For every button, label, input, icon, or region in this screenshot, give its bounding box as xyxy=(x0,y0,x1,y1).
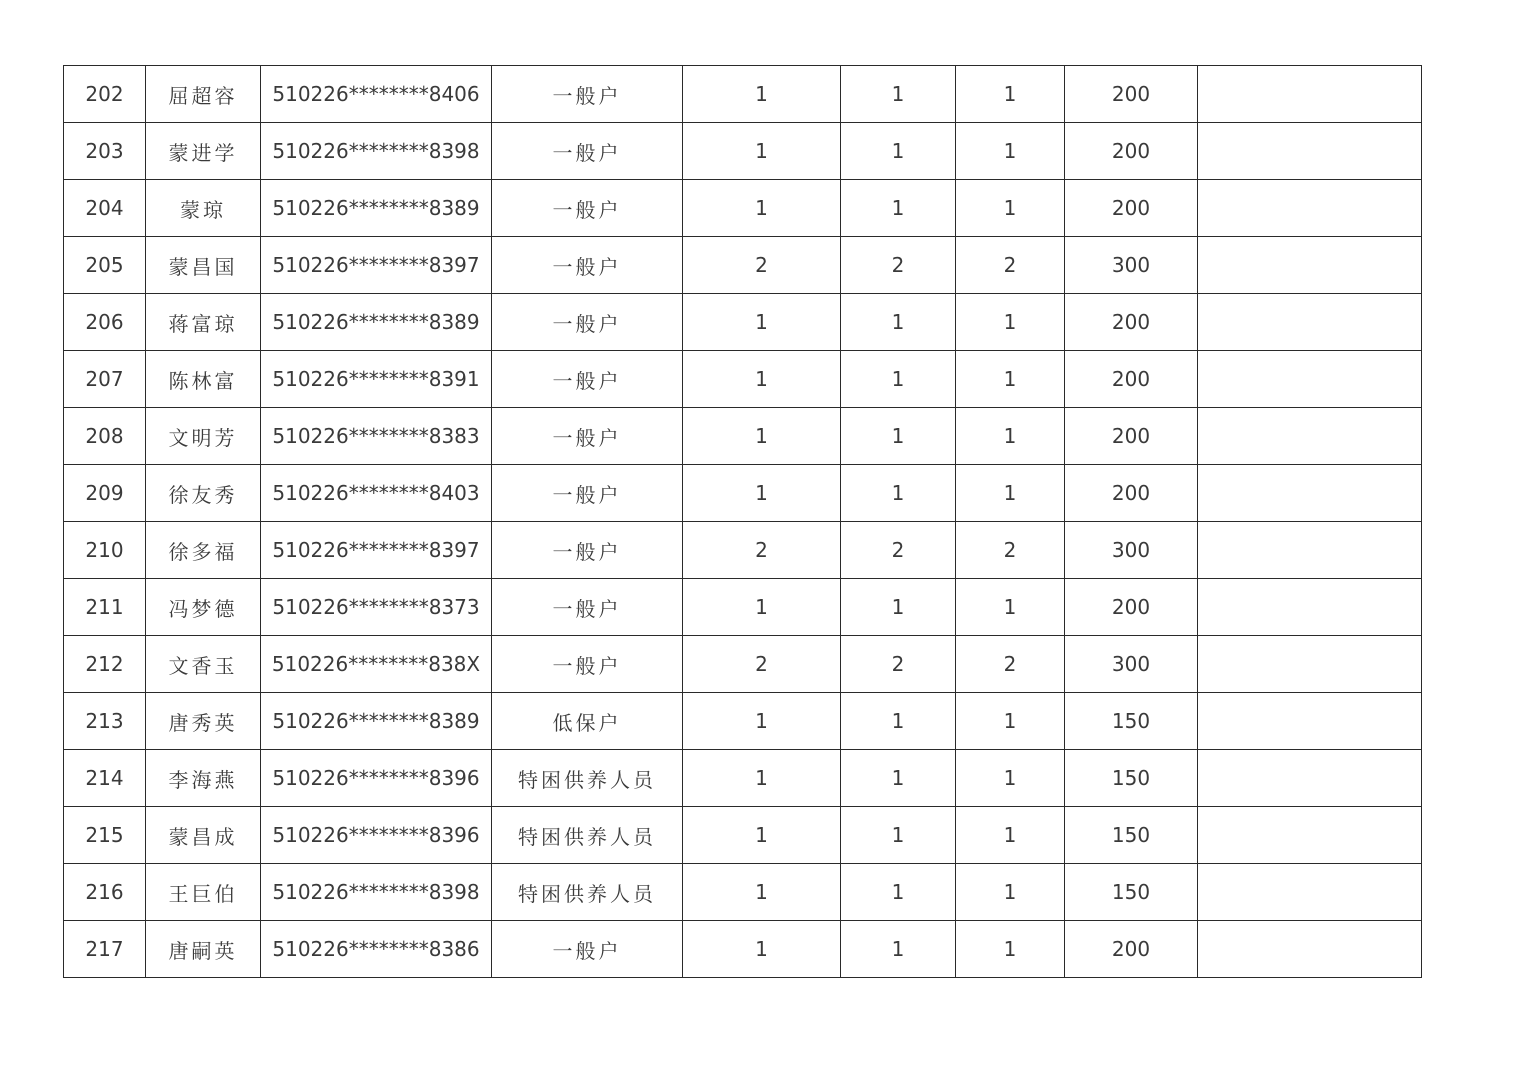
row-number-cell: 206 xyxy=(64,294,146,351)
table-row xyxy=(64,864,1422,921)
remark-cell xyxy=(1198,180,1422,237)
household-category-cell: 特困供养人员 xyxy=(492,807,683,864)
count-cell-1: 1 xyxy=(683,693,841,750)
remark-cell xyxy=(1198,66,1422,123)
count-cell-3: 1 xyxy=(956,66,1065,123)
id-number-cell: 510226********8396 xyxy=(261,750,492,807)
household-category-cell: 特困供养人员 xyxy=(492,750,683,807)
row-number-cell: 204 xyxy=(64,180,146,237)
row-number-cell: 214 xyxy=(64,750,146,807)
count-cell-1: 2 xyxy=(683,636,841,693)
id-number-cell: 510226********838X xyxy=(261,636,492,693)
id-number-cell: 510226********8403 xyxy=(261,465,492,522)
amount-cell: 200 xyxy=(1065,465,1198,522)
id-number-cell: 510226********8389 xyxy=(261,180,492,237)
household-category-cell: 一般户 xyxy=(492,66,683,123)
count-cell-1: 1 xyxy=(683,66,841,123)
row-number-cell: 217 xyxy=(64,921,146,978)
household-category-cell: 一般户 xyxy=(492,465,683,522)
table-row xyxy=(64,522,1422,579)
id-number-cell: 510226********8406 xyxy=(261,66,492,123)
household-category-cell: 一般户 xyxy=(492,921,683,978)
roster-table-body xyxy=(64,66,1422,978)
household-category-cell: 低保户 xyxy=(492,693,683,750)
amount-cell: 200 xyxy=(1065,351,1198,408)
table-row xyxy=(64,123,1422,180)
count-cell-1: 1 xyxy=(683,864,841,921)
table-row xyxy=(64,66,1422,123)
name-cell: 文香玉 xyxy=(146,636,261,693)
household-category-cell: 一般户 xyxy=(492,408,683,465)
count-cell-2: 1 xyxy=(841,66,956,123)
table-row xyxy=(64,579,1422,636)
name-cell: 蒙昌成 xyxy=(146,807,261,864)
id-number-cell: 510226********8398 xyxy=(261,864,492,921)
name-cell: 文明芳 xyxy=(146,408,261,465)
remark-cell xyxy=(1198,636,1422,693)
table-row xyxy=(64,750,1422,807)
name-cell: 蒙昌国 xyxy=(146,237,261,294)
remark-cell xyxy=(1198,750,1422,807)
name-cell: 徐多福 xyxy=(146,522,261,579)
household-category-cell: 一般户 xyxy=(492,180,683,237)
table-row xyxy=(64,921,1422,978)
table-row xyxy=(64,465,1422,522)
household-category-cell: 一般户 xyxy=(492,351,683,408)
name-cell: 蒙进学 xyxy=(146,123,261,180)
row-number-cell: 207 xyxy=(64,351,146,408)
row-number-cell: 202 xyxy=(64,66,146,123)
count-cell-1: 1 xyxy=(683,750,841,807)
id-number-cell: 510226********8391 xyxy=(261,351,492,408)
household-category-cell: 一般户 xyxy=(492,237,683,294)
amount-cell: 300 xyxy=(1065,636,1198,693)
remark-cell xyxy=(1198,408,1422,465)
count-cell-2: 1 xyxy=(841,465,956,522)
count-cell-3: 2 xyxy=(956,636,1065,693)
household-category-cell: 特困供养人员 xyxy=(492,864,683,921)
count-cell-2: 1 xyxy=(841,351,956,408)
count-cell-1: 1 xyxy=(683,351,841,408)
amount-cell: 200 xyxy=(1065,180,1198,237)
count-cell-3: 2 xyxy=(956,522,1065,579)
remark-cell xyxy=(1198,807,1422,864)
count-cell-2: 2 xyxy=(841,522,956,579)
count-cell-2: 1 xyxy=(841,807,956,864)
count-cell-2: 1 xyxy=(841,693,956,750)
count-cell-2: 1 xyxy=(841,921,956,978)
count-cell-1: 2 xyxy=(683,522,841,579)
count-cell-1: 1 xyxy=(683,123,841,180)
amount-cell: 150 xyxy=(1065,750,1198,807)
row-number-cell: 209 xyxy=(64,465,146,522)
id-number-cell: 510226********8397 xyxy=(261,522,492,579)
count-cell-2: 2 xyxy=(841,636,956,693)
table-row xyxy=(64,237,1422,294)
table-row xyxy=(64,807,1422,864)
amount-cell: 300 xyxy=(1065,522,1198,579)
count-cell-2: 1 xyxy=(841,294,956,351)
row-number-cell: 203 xyxy=(64,123,146,180)
table-row xyxy=(64,180,1422,237)
id-number-cell: 510226********8383 xyxy=(261,408,492,465)
amount-cell: 300 xyxy=(1065,237,1198,294)
name-cell: 蒋富琼 xyxy=(146,294,261,351)
table-row xyxy=(64,351,1422,408)
id-number-cell: 510226********8389 xyxy=(261,693,492,750)
count-cell-2: 1 xyxy=(841,123,956,180)
remark-cell xyxy=(1198,351,1422,408)
row-number-cell: 216 xyxy=(64,864,146,921)
count-cell-3: 1 xyxy=(956,123,1065,180)
count-cell-3: 1 xyxy=(956,579,1065,636)
name-cell: 李海燕 xyxy=(146,750,261,807)
count-cell-2: 1 xyxy=(841,408,956,465)
table-row xyxy=(64,294,1422,351)
amount-cell: 200 xyxy=(1065,123,1198,180)
count-cell-1: 1 xyxy=(683,294,841,351)
row-number-cell: 212 xyxy=(64,636,146,693)
id-number-cell: 510226********8397 xyxy=(261,237,492,294)
count-cell-1: 1 xyxy=(683,579,841,636)
count-cell-1: 1 xyxy=(683,408,841,465)
count-cell-2: 1 xyxy=(841,180,956,237)
count-cell-3: 2 xyxy=(956,237,1065,294)
remark-cell xyxy=(1198,465,1422,522)
household-category-cell: 一般户 xyxy=(492,636,683,693)
count-cell-3: 1 xyxy=(956,807,1065,864)
name-cell: 唐秀英 xyxy=(146,693,261,750)
count-cell-3: 1 xyxy=(956,351,1065,408)
table-row xyxy=(64,408,1422,465)
id-number-cell: 510226********8389 xyxy=(261,294,492,351)
count-cell-1: 2 xyxy=(683,237,841,294)
remark-cell xyxy=(1198,921,1422,978)
roster-table xyxy=(63,65,1422,978)
amount-cell: 150 xyxy=(1065,807,1198,864)
table-row xyxy=(64,636,1422,693)
count-cell-1: 1 xyxy=(683,807,841,864)
count-cell-2: 1 xyxy=(841,579,956,636)
household-category-cell: 一般户 xyxy=(492,522,683,579)
amount-cell: 200 xyxy=(1065,294,1198,351)
count-cell-3: 1 xyxy=(956,408,1065,465)
count-cell-3: 1 xyxy=(956,465,1065,522)
remark-cell xyxy=(1198,579,1422,636)
amount-cell: 150 xyxy=(1065,693,1198,750)
name-cell: 陈林富 xyxy=(146,351,261,408)
household-category-cell: 一般户 xyxy=(492,123,683,180)
count-cell-1: 1 xyxy=(683,465,841,522)
count-cell-2: 2 xyxy=(841,237,956,294)
amount-cell: 200 xyxy=(1065,579,1198,636)
count-cell-3: 1 xyxy=(956,693,1065,750)
count-cell-1: 1 xyxy=(683,180,841,237)
row-number-cell: 210 xyxy=(64,522,146,579)
amount-cell: 200 xyxy=(1065,66,1198,123)
amount-cell: 200 xyxy=(1065,921,1198,978)
remark-cell xyxy=(1198,864,1422,921)
count-cell-2: 1 xyxy=(841,750,956,807)
count-cell-3: 1 xyxy=(956,921,1065,978)
name-cell: 蒙琼 xyxy=(146,180,261,237)
id-number-cell: 510226********8398 xyxy=(261,123,492,180)
amount-cell: 150 xyxy=(1065,864,1198,921)
household-category-cell: 一般户 xyxy=(492,294,683,351)
household-category-cell: 一般户 xyxy=(492,579,683,636)
row-number-cell: 205 xyxy=(64,237,146,294)
count-cell-1: 1 xyxy=(683,921,841,978)
count-cell-2: 1 xyxy=(841,864,956,921)
row-number-cell: 213 xyxy=(64,693,146,750)
count-cell-3: 1 xyxy=(956,294,1065,351)
remark-cell xyxy=(1198,123,1422,180)
row-number-cell: 211 xyxy=(64,579,146,636)
name-cell: 徐友秀 xyxy=(146,465,261,522)
row-number-cell: 208 xyxy=(64,408,146,465)
remark-cell xyxy=(1198,294,1422,351)
count-cell-3: 1 xyxy=(956,180,1065,237)
name-cell: 王巨伯 xyxy=(146,864,261,921)
remark-cell xyxy=(1198,237,1422,294)
count-cell-3: 1 xyxy=(956,750,1065,807)
name-cell: 唐嗣英 xyxy=(146,921,261,978)
id-number-cell: 510226********8396 xyxy=(261,807,492,864)
name-cell: 屈超容 xyxy=(146,66,261,123)
amount-cell: 200 xyxy=(1065,408,1198,465)
remark-cell xyxy=(1198,693,1422,750)
count-cell-3: 1 xyxy=(956,864,1065,921)
row-number-cell: 215 xyxy=(64,807,146,864)
table-row xyxy=(64,693,1422,750)
name-cell: 冯梦德 xyxy=(146,579,261,636)
id-number-cell: 510226********8373 xyxy=(261,579,492,636)
remark-cell xyxy=(1198,522,1422,579)
id-number-cell: 510226********8386 xyxy=(261,921,492,978)
